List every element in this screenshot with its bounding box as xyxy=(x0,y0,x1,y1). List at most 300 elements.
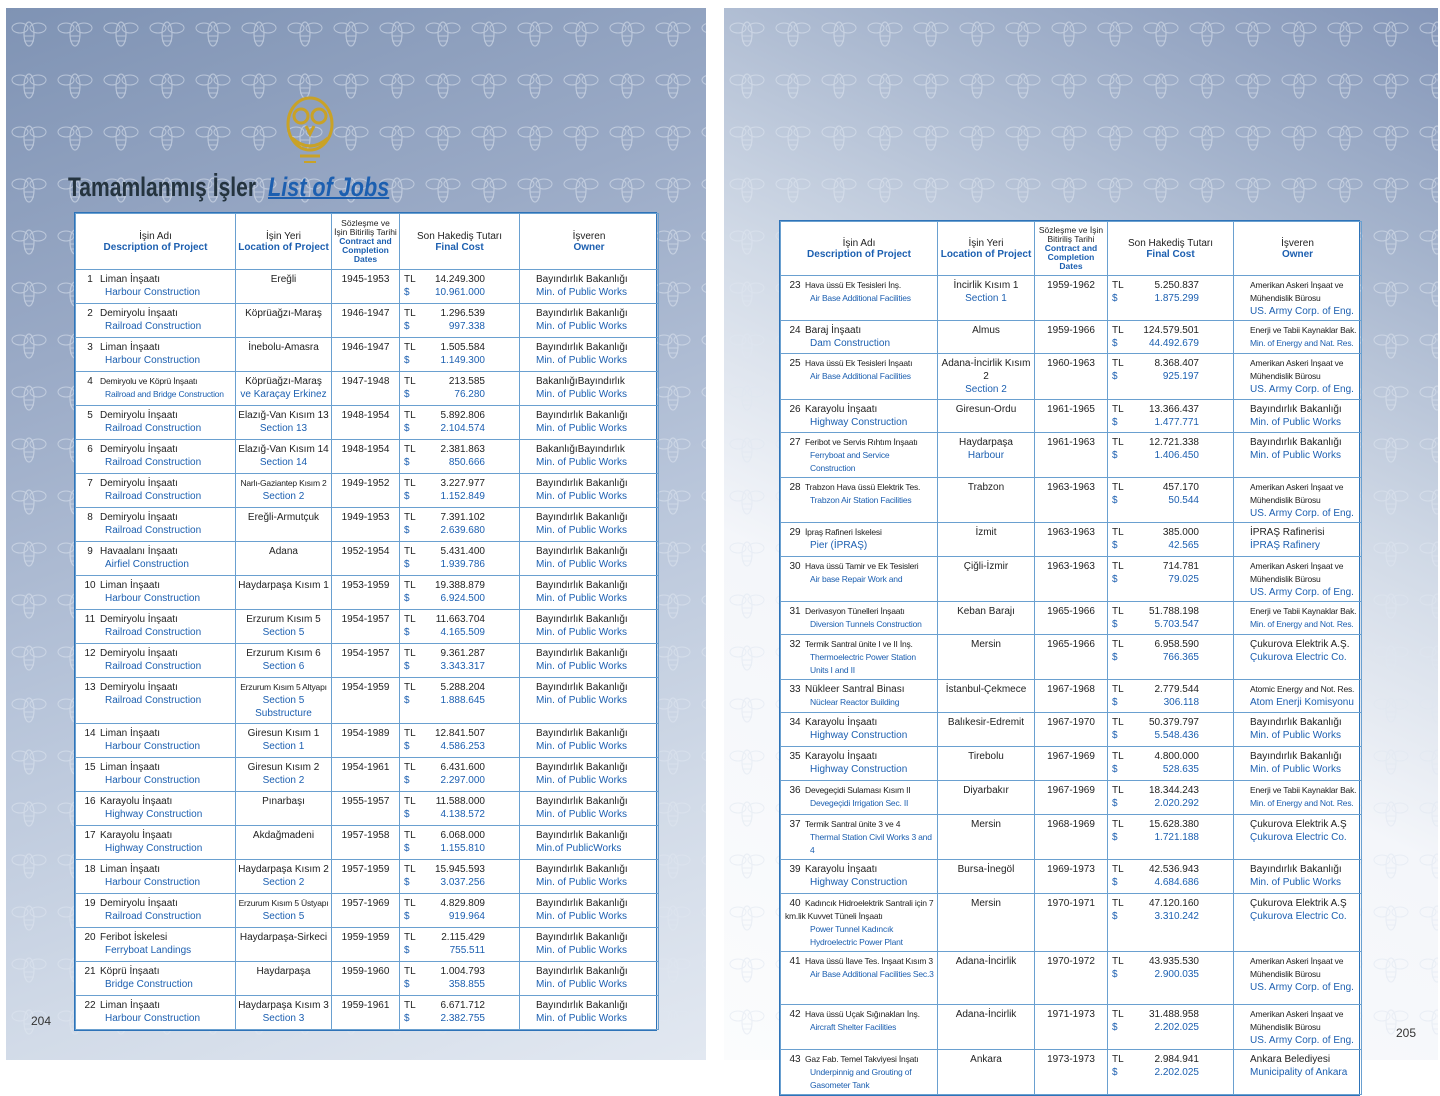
cell-location xyxy=(236,338,332,372)
cell-location xyxy=(938,354,1035,400)
cell-owner xyxy=(520,576,659,610)
currency-usd-label: $ xyxy=(404,877,410,888)
row-number: 8 xyxy=(87,512,93,523)
description-turkish: İpraş Rafineri İskelesi xyxy=(805,527,882,537)
table-row xyxy=(76,270,659,304)
description-english: Railroad Construction xyxy=(105,627,202,638)
owner-english: Atom Enerji Komisyonu xyxy=(1250,697,1354,708)
owner-english: Min. of Public Works xyxy=(536,389,627,400)
cell-location xyxy=(938,747,1035,781)
currency-tl-label: TL xyxy=(1112,482,1124,493)
description-english: Dam Construction xyxy=(810,338,891,349)
cell-owner xyxy=(1234,1005,1362,1050)
cell-owner xyxy=(1234,557,1362,602)
description-turkish: Derivasyon Tünelleri İnşaatı xyxy=(805,606,905,616)
location-english: Section 14 xyxy=(259,457,308,468)
cost-tl-value: 1.296.539 xyxy=(440,308,485,319)
row-number: 27 xyxy=(789,437,801,448)
cell-description xyxy=(781,478,938,523)
description-turkish: Liman İnşaatı xyxy=(100,342,161,353)
cost-usd-value: 1.155.810 xyxy=(440,843,485,854)
cost-usd-value: 2.104.574 xyxy=(440,423,485,434)
owner-turkish: BakanlığıBayındırlık xyxy=(536,444,625,455)
cell-dates: 1959-1960 xyxy=(332,962,400,996)
cell-dates: 1967-1970 xyxy=(1035,713,1108,747)
currency-usd-label: $ xyxy=(404,559,410,570)
table-row xyxy=(781,680,1362,713)
cell-dates: 1970-1972 xyxy=(1035,952,1108,1005)
location-turkish: Almus xyxy=(972,325,1000,336)
col-header-description: İşin Adı Description of Project xyxy=(76,214,236,270)
currency-tl-label: TL xyxy=(404,614,416,625)
cell-cost xyxy=(1108,713,1234,747)
cost-usd-value: 3.037.256 xyxy=(440,877,485,888)
cell-dates: 1954-1989 xyxy=(332,724,400,758)
cell-dates: 1954-1959 xyxy=(332,678,400,724)
cost-tl-value: 47.120.160 xyxy=(1148,898,1199,909)
currency-tl-label: TL xyxy=(1112,956,1124,967)
cost-usd-value: 2.202.025 xyxy=(1154,1067,1199,1078)
owner-turkish: Bayındırlık Bakanlığı xyxy=(536,274,628,285)
currency-tl-label: TL xyxy=(404,478,416,489)
description-turkish: Liman İnşaatı xyxy=(100,864,161,875)
location-turkish: Haydarpaşa-Sirkeci xyxy=(239,932,328,943)
cost-usd-value: 4.138.572 xyxy=(440,809,485,820)
currency-tl-label: TL xyxy=(404,444,416,455)
col-header-description: İşin Adı Description of Project xyxy=(781,222,938,276)
table-row xyxy=(781,321,1362,354)
table-row xyxy=(781,894,1362,952)
row-number: 39 xyxy=(789,864,801,875)
cell-cost xyxy=(1108,433,1234,478)
cost-tl-value: 14.249.300 xyxy=(434,274,485,285)
location-english: Section 3 xyxy=(262,1013,305,1024)
cost-usd-value: 755.511 xyxy=(449,945,485,956)
row-number: 3 xyxy=(87,342,93,353)
cell-location xyxy=(938,952,1035,1005)
cell-description xyxy=(781,781,938,815)
owner-turkish: Bayındırlık Bakanlığı xyxy=(536,728,628,739)
location-turkish: Mersin xyxy=(970,819,1001,830)
cell-cost xyxy=(400,724,520,758)
cost-tl-value: 2.779.544 xyxy=(1154,684,1199,695)
owner-turkish: Bayındırlık Bakanlığı xyxy=(536,342,628,353)
cost-tl-value: 13.366.437 xyxy=(1148,404,1199,415)
cell-location xyxy=(938,400,1035,433)
cell-cost xyxy=(400,338,520,372)
owner-turkish: Amerikan Askeri İnşaat ve Mühendislik Bürosu xyxy=(1250,280,1344,303)
owner-english: Min. of Public Works xyxy=(536,979,627,990)
cell-owner xyxy=(520,826,659,860)
row-number: 32 xyxy=(789,639,801,650)
cell-cost xyxy=(400,792,520,826)
owl-logo xyxy=(278,94,342,166)
cost-usd-value: 10.961.000 xyxy=(434,287,485,298)
owner-english: US. Army Corp. of Eng. xyxy=(1250,1035,1354,1046)
owner-english: Min. of Energy and Not. Res. xyxy=(1250,619,1354,629)
owner-turkish: Bayındırlık Bakanlığı xyxy=(536,966,628,977)
cell-location xyxy=(938,557,1035,602)
right-page xyxy=(724,8,1438,1090)
cost-usd-value: 2.297.000 xyxy=(440,775,485,786)
cell-dates: 1971-1973 xyxy=(1035,1005,1108,1050)
description-english: Harbour Construction xyxy=(105,741,201,752)
description-english: Harbour Construction xyxy=(105,877,201,888)
description-turkish: Hava üssü Uçak Sığınakları İnş. xyxy=(805,1009,920,1019)
owner-turkish: Amerikan Askeri İnşaat ve Mühendislik Bürosu xyxy=(1250,482,1344,505)
description-english: Bridge Construction xyxy=(105,979,193,990)
location-english: Section 6 xyxy=(262,661,305,672)
col-header-cost: Son Hakediş Tutarı Final Cost xyxy=(1108,222,1234,276)
cell-owner xyxy=(520,894,659,928)
cell-location xyxy=(236,860,332,894)
cost-tl-value: 18.344.243 xyxy=(1148,785,1199,796)
cell-description xyxy=(781,815,938,860)
row-number: 26 xyxy=(789,404,801,415)
description-turkish: Hava üssü Ek Tesisleri İnş. xyxy=(805,280,902,290)
owner-english: Min. of Energy and Nat. Res. xyxy=(1250,338,1354,348)
owner-english: Min. of Public Works xyxy=(536,661,627,672)
owner-turkish: Bayındırlık Bakanlığı xyxy=(536,898,628,909)
cell-dates: 1949-1952 xyxy=(332,474,400,508)
cell-location xyxy=(236,826,332,860)
page-title xyxy=(68,172,390,203)
row-number: 13 xyxy=(84,682,96,693)
location-english: Section 1 xyxy=(965,293,1007,304)
cell-cost xyxy=(1108,635,1234,680)
cell-dates: 1970-1971 xyxy=(1035,894,1108,952)
cost-tl-value: 7.391.102 xyxy=(440,512,485,523)
description-turkish: Demiryolu ve Köprü İnşaatı xyxy=(100,376,198,386)
location-turkish: Ereğli-Armutçuk xyxy=(247,512,320,523)
owner-turkish: Enerji ve Tabii Kaynaklar Bak. xyxy=(1250,325,1357,335)
row-number: 10 xyxy=(84,580,96,591)
cell-description xyxy=(781,602,938,635)
cell-cost xyxy=(400,758,520,792)
table-row xyxy=(781,1005,1362,1050)
cost-usd-value: 528.635 xyxy=(1162,764,1199,775)
currency-usd-label: $ xyxy=(1112,293,1118,304)
table-row xyxy=(76,678,659,724)
cell-dates: 1961-1963 xyxy=(1035,433,1108,478)
currency-tl-label: TL xyxy=(404,512,416,523)
cost-tl-value: 124.579.501 xyxy=(1143,325,1199,336)
owner-turkish: Bayındırlık Bakanlığı xyxy=(536,478,628,489)
cell-cost xyxy=(400,372,520,406)
cell-dates: 1969-1973 xyxy=(1035,860,1108,894)
cost-tl-value: 51.788.198 xyxy=(1148,606,1199,617)
currency-tl-label: TL xyxy=(404,796,416,807)
cell-description xyxy=(76,304,236,338)
owner-english: Min. of Energy and Not. Res. xyxy=(1250,798,1354,808)
currency-usd-label: $ xyxy=(1112,417,1118,428)
currency-tl-label: TL xyxy=(1112,751,1124,762)
cell-location xyxy=(236,270,332,304)
currency-usd-label: $ xyxy=(1112,798,1118,809)
cost-usd-value: 2.639.680 xyxy=(440,525,485,536)
description-turkish: Liman İnşaatı xyxy=(100,762,161,773)
cell-location xyxy=(236,576,332,610)
row-number: 37 xyxy=(789,819,801,830)
owner-turkish: Bayındırlık Bakanlığı xyxy=(536,580,628,591)
table-row xyxy=(781,635,1362,680)
row-number: 12 xyxy=(84,648,96,659)
cost-tl-value: 2.115.429 xyxy=(441,932,485,943)
cell-location xyxy=(938,276,1035,321)
table-row xyxy=(781,713,1362,747)
jobs-table-right xyxy=(779,220,1360,1096)
currency-usd-label: $ xyxy=(404,627,410,638)
location-turkish: Erzurum Kısım 5 Altyapı xyxy=(240,682,327,692)
cost-tl-value: 15.945.593 xyxy=(434,864,485,875)
owner-english: Min. of Public Works xyxy=(536,287,627,298)
jobs-table-left xyxy=(74,212,657,1031)
currency-tl-label: TL xyxy=(404,1000,416,1011)
cell-location xyxy=(938,781,1035,815)
description-turkish: Devegeçidi Sulaması Kısım II xyxy=(805,785,911,795)
cell-description xyxy=(781,1005,938,1050)
cell-owner xyxy=(1234,815,1362,860)
cell-dates: 1960-1963 xyxy=(1035,354,1108,400)
owner-turkish: Bayındırlık Bakanlığı xyxy=(536,682,628,693)
currency-tl-label: TL xyxy=(1112,561,1124,572)
cost-usd-value: 1.888.645 xyxy=(440,695,485,706)
row-number: 6 xyxy=(87,444,93,455)
cost-usd-value: 2.900.035 xyxy=(1154,969,1199,980)
location-english: ve Karaçay Erkinez xyxy=(240,389,327,400)
currency-tl-label: TL xyxy=(404,864,416,875)
cell-description xyxy=(76,894,236,928)
owner-turkish: Ankara Belediyesi xyxy=(1250,1054,1331,1065)
table-row xyxy=(76,826,659,860)
cell-dates: 1959-1961 xyxy=(332,996,400,1030)
cell-cost xyxy=(1108,602,1234,635)
owner-turkish: Bayındırlık Bakanlığı xyxy=(1250,404,1342,415)
cell-owner xyxy=(520,440,659,474)
cost-tl-value: 11.588.000 xyxy=(435,796,485,807)
cell-location xyxy=(236,610,332,644)
currency-tl-label: TL xyxy=(404,648,416,659)
cost-usd-value: 1.875.299 xyxy=(1154,293,1199,304)
currency-tl-label: TL xyxy=(1112,819,1124,830)
cost-tl-value: 5.431.400 xyxy=(440,546,485,557)
row-number: 41 xyxy=(789,956,801,967)
description-turkish: Demiryolu İnşaatı xyxy=(100,478,178,489)
currency-tl-label: TL xyxy=(1112,717,1124,728)
cell-dates: 1954-1957 xyxy=(332,644,400,678)
cost-usd-value: 5.548.436 xyxy=(1154,730,1199,741)
description-english: Railroad Construction xyxy=(105,423,202,434)
currency-usd-label: $ xyxy=(404,945,410,956)
cost-usd-value: 6.924.500 xyxy=(440,593,485,604)
cell-owner xyxy=(520,508,659,542)
currency-tl-label: TL xyxy=(1112,1009,1124,1020)
title-turkish: Tamamlanmış İşler xyxy=(68,172,257,202)
description-turkish: Feribot ve Servis Rıhtım İnşaatı xyxy=(805,437,918,447)
description-turkish: Kadıncık Hidroelektrik Santrali için 7 km.lik Kuvvet Tüneli İnşaatı xyxy=(785,898,934,921)
currency-usd-label: $ xyxy=(404,695,410,706)
description-turkish: Gaz Fab. Temel Takviyesi İnşatı xyxy=(805,1054,919,1064)
description-english: Highway Construction xyxy=(810,764,908,775)
cell-owner xyxy=(520,338,659,372)
currency-tl-label: TL xyxy=(1112,404,1124,415)
owner-turkish: Bayındırlık Bakanlığı xyxy=(536,512,628,523)
currency-tl-label: TL xyxy=(1112,684,1124,695)
cell-cost xyxy=(400,542,520,576)
description-english: Airfiel Construction xyxy=(105,559,189,570)
cell-dates: 1952-1954 xyxy=(332,542,400,576)
cell-location xyxy=(938,1050,1035,1095)
cell-dates: 1959-1959 xyxy=(332,928,400,962)
location-turkish: Elazığ-Van Kısım 14 xyxy=(238,444,329,455)
cell-cost xyxy=(1108,400,1234,433)
table-row xyxy=(781,276,1362,321)
cost-tl-value: 6.068.000 xyxy=(440,830,485,841)
description-turkish: Feribot İskelesi xyxy=(100,932,168,943)
cell-cost xyxy=(1108,523,1234,557)
cell-dates: 1946-1947 xyxy=(332,338,400,372)
table-row xyxy=(76,372,659,406)
location-turkish: Giresun Kısım 2 xyxy=(247,762,320,773)
currency-tl-label: TL xyxy=(404,376,416,387)
row-number: 23 xyxy=(789,280,801,291)
description-turkish: Demiryolu İnşaatı xyxy=(100,682,178,693)
cell-location xyxy=(236,758,332,792)
description-english: Highway Construction xyxy=(105,809,203,820)
cost-usd-value: 1.152.849 xyxy=(440,491,485,502)
cell-dates: 1957-1969 xyxy=(332,894,400,928)
table-row xyxy=(781,523,1362,557)
cell-location xyxy=(938,680,1035,713)
cell-owner xyxy=(520,474,659,508)
owner-english: Min. of Public Works xyxy=(1250,877,1341,888)
description-english: Railroad Construction xyxy=(105,457,202,468)
page-number-right: 205 xyxy=(1396,1026,1417,1040)
description-turkish: Termik Santral ünite 3 ve 4 xyxy=(805,819,901,829)
cell-location xyxy=(236,440,332,474)
cell-dates: 1968-1969 xyxy=(1035,815,1108,860)
table-row xyxy=(781,781,1362,815)
table-row xyxy=(76,758,659,792)
description-english: Air Base Additional Facilities Sec.3 xyxy=(810,969,934,979)
cell-cost xyxy=(400,678,520,724)
cost-tl-value: 31.488.958 xyxy=(1148,1009,1199,1020)
cell-description xyxy=(781,400,938,433)
currency-usd-label: $ xyxy=(1112,371,1118,382)
cell-owner xyxy=(1234,894,1362,952)
cell-cost xyxy=(1108,1050,1234,1095)
jobs-table-grid-right xyxy=(780,221,1362,1095)
table-row xyxy=(76,724,659,758)
cost-tl-value: 213.585 xyxy=(448,376,485,387)
cell-location xyxy=(236,792,332,826)
cell-location xyxy=(236,508,332,542)
description-turkish: Köprü İnşaatı xyxy=(100,966,160,977)
cost-tl-value: 714.781 xyxy=(1162,561,1199,572)
cell-description xyxy=(76,508,236,542)
currency-tl-label: TL xyxy=(1112,437,1124,448)
cell-cost xyxy=(1108,276,1234,321)
currency-tl-label: TL xyxy=(404,932,416,943)
cell-description xyxy=(76,724,236,758)
cell-location xyxy=(938,321,1035,354)
currency-usd-label: $ xyxy=(1112,911,1118,922)
description-turkish: Karayolu İnşaatı xyxy=(805,864,878,875)
description-turkish: Hava üssü İlave Tes. İnşaat Kısım 3 xyxy=(805,956,933,966)
currency-usd-label: $ xyxy=(404,809,410,820)
cell-cost xyxy=(1108,1005,1234,1050)
owner-english: Min. of Public Works xyxy=(1250,417,1341,428)
owner-turkish: Enerji ve Tabii Kaynaklar Bak. xyxy=(1250,606,1357,616)
owner-english: Min. of Public Works xyxy=(536,321,627,332)
currency-tl-label: TL xyxy=(1112,325,1124,336)
cell-dates: 1961-1965 xyxy=(1035,400,1108,433)
cell-owner xyxy=(1234,523,1362,557)
location-turkish: İstanbul-Çekmece xyxy=(945,684,1027,695)
cell-owner xyxy=(1234,276,1362,321)
cell-dates: 1965-1966 xyxy=(1035,635,1108,680)
cell-location xyxy=(938,478,1035,523)
description-turkish: Demiryolu İnşaatı xyxy=(100,444,178,455)
owner-english: Min. of Public Works xyxy=(536,911,627,922)
cell-dates: 1948-1954 xyxy=(332,406,400,440)
owner-turkish: Bayındırlık Bakanlığı xyxy=(536,1000,628,1011)
description-english: Highway Construction xyxy=(810,730,908,741)
cell-description xyxy=(781,860,938,894)
description-turkish: Hava üssü Ek Tesisleri İnşaatı xyxy=(805,358,913,368)
owner-turkish: Bayındırlık Bakanlığı xyxy=(1250,717,1342,728)
row-number: 33 xyxy=(789,684,801,695)
cell-location xyxy=(236,928,332,962)
row-number: 36 xyxy=(789,785,801,796)
cell-dates: 1953-1959 xyxy=(332,576,400,610)
location-english: Section 2 xyxy=(262,775,305,786)
cost-usd-value: 1.477.771 xyxy=(1154,417,1199,428)
title-english: List of Jobs xyxy=(268,172,390,202)
description-english: Power Tunnel Kadıncık Hydroelectric Power Plant xyxy=(810,924,903,947)
description-english: Highway Construction xyxy=(810,877,908,888)
currency-usd-label: $ xyxy=(1112,1067,1118,1078)
cell-description xyxy=(781,1050,938,1095)
table-row xyxy=(76,304,659,338)
currency-tl-label: TL xyxy=(1112,280,1124,291)
description-english: Railroad Construction xyxy=(105,661,202,672)
cost-tl-value: 43.935.530 xyxy=(1148,956,1199,967)
table-row xyxy=(76,644,659,678)
table-row xyxy=(76,792,659,826)
cost-usd-value: 1.149.300 xyxy=(440,355,485,366)
location-english: Section 2 xyxy=(965,384,1007,395)
cell-description xyxy=(76,406,236,440)
cost-tl-value: 385.000 xyxy=(1162,527,1199,538)
description-english: Harbour Construction xyxy=(105,355,201,366)
cost-tl-value: 11.663.704 xyxy=(435,614,485,625)
description-turkish: Demiryolu İnşaatı xyxy=(100,512,178,523)
currency-usd-label: $ xyxy=(1112,697,1118,708)
row-number: 5 xyxy=(87,410,93,421)
owner-turkish: Amerikan Askeri İnşaat ve Mühendislik Bürosu xyxy=(1250,1009,1344,1032)
currency-usd-label: $ xyxy=(1112,619,1118,630)
row-number: 7 xyxy=(87,478,93,489)
cost-tl-value: 6.671.712 xyxy=(440,1000,485,1011)
owner-turkish: Bayındırlık Bakanlığı xyxy=(536,648,628,659)
cell-description xyxy=(76,860,236,894)
cost-tl-value: 12.841.507 xyxy=(434,728,485,739)
cell-cost xyxy=(1108,952,1234,1005)
currency-tl-label: TL xyxy=(404,580,416,591)
description-english: Harbour Construction xyxy=(105,775,201,786)
description-turkish: Havaalanı İnşaatı xyxy=(100,546,178,557)
